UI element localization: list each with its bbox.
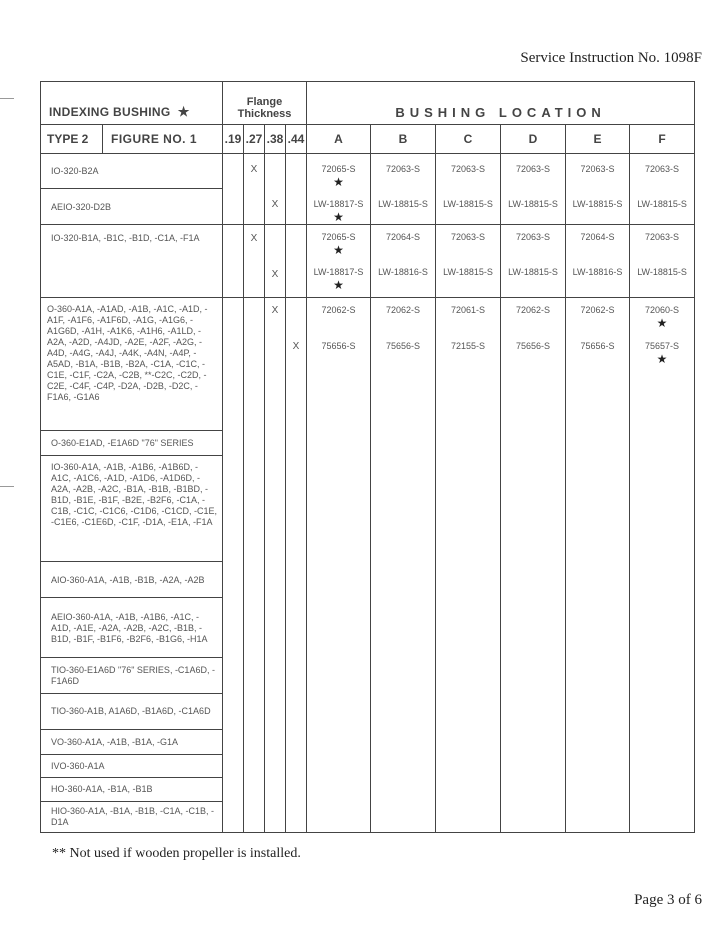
- part-number: LW-18815-S: [508, 267, 558, 278]
- margin-mark: [0, 98, 14, 99]
- thickness-header: .27: [244, 125, 265, 154]
- x-cell: [286, 225, 307, 297]
- part-number: LW-18815-S: [572, 199, 623, 210]
- part-cell: [436, 297, 501, 832]
- location-header: A: [307, 125, 371, 154]
- part-number: 72065-S: [321, 232, 356, 243]
- flange-thickness-header: Flange Thickness: [223, 82, 307, 125]
- x-mark: X: [271, 199, 279, 211]
- location-header: D: [501, 125, 566, 154]
- table-row: [41, 154, 695, 189]
- part-number: 72064-S: [580, 232, 615, 243]
- model-cell: TIO-360-A1B, A1A6D, -B1A6D, -C1A6D: [41, 693, 223, 729]
- x-cell: [265, 225, 286, 297]
- part-number: 72064-S: [386, 232, 421, 243]
- part-number: 72155-S: [451, 340, 486, 351]
- part-number: LW-18815-S: [637, 267, 687, 278]
- part-number: 72062-S: [516, 304, 551, 315]
- table-row: [41, 297, 695, 430]
- part-cell: [371, 154, 436, 225]
- part-number: 72063-S: [645, 232, 680, 243]
- x-cell: [244, 225, 265, 297]
- location-header: F: [630, 125, 695, 154]
- part-number: 72063-S: [516, 232, 551, 243]
- x-mark: X: [292, 340, 300, 352]
- part-cell: [630, 154, 695, 225]
- part-cell: [501, 225, 566, 297]
- part-number: 72062-S: [580, 304, 615, 315]
- part-cell: [566, 225, 630, 297]
- x-cell: [223, 297, 244, 832]
- part-number: 75656-S: [386, 340, 421, 351]
- model-cell: IO-320-B1A, -B1C, -B1D, -C1A, -F1A: [41, 225, 223, 297]
- part-number: LW-18816-S: [572, 267, 623, 278]
- x-cell: [223, 225, 244, 297]
- margin-mark: [0, 486, 14, 487]
- part-cell: [307, 225, 371, 297]
- star-icon: ★: [333, 278, 344, 293]
- part-number: 72063-S: [516, 164, 551, 175]
- part-number: LW-18817-S: [313, 199, 364, 210]
- model-cell: TIO-360-E1A6D "76" SERIES, -C1A6D, -F1A6D: [41, 658, 223, 693]
- part-number: LW-18815-S: [443, 199, 493, 210]
- part-number: LW-18815-S: [508, 199, 558, 210]
- model-cell: AIO-360-A1A, -A1B, -B1B, -A2A, -A2B: [41, 562, 223, 598]
- part-number: LW-18815-S: [378, 199, 428, 210]
- page-number: Page 3 of 6: [634, 892, 702, 908]
- part-number: LW-18816-S: [378, 267, 428, 278]
- part-number: 72061-S: [451, 304, 486, 315]
- x-mark: X: [271, 304, 279, 316]
- star-icon: ★: [177, 104, 190, 120]
- thickness-header: .19: [223, 125, 244, 154]
- x-mark: X: [250, 233, 258, 245]
- footnote: ** Not used if wooden propeller is installed.: [52, 846, 301, 861]
- x-mark: X: [271, 269, 279, 281]
- x-cell: [223, 154, 244, 225]
- x-mark: X: [250, 164, 258, 176]
- location-header: B: [371, 125, 436, 154]
- service-instruction-number: Service Instruction No. 1098F: [520, 50, 702, 66]
- part-number: 72063-S: [386, 164, 421, 175]
- model-cell: IO-360-A1A, -A1B, -A1B6, -A1B6D, -A1C, -A1C6, -A1D, -A1D6, -A1D6D, -A2A, -A2B, -A2C, -B1A, -B1B, -B1BD, -B1D, -B1E, -B1F, -B2E, -B2F6, -C1A, -C1B, -C1C, -C1C6, -C1D6, -C1CD, -C1E, -C1E6, -C1E6D, -C1F, -D1A, -E1A, -F1A: [41, 455, 223, 561]
- part-number: LW-18817-S: [313, 267, 364, 278]
- location-header: C: [436, 125, 501, 154]
- part-cell: [566, 154, 630, 225]
- star-icon: ★: [656, 315, 668, 330]
- part-number: 75657-S: [645, 340, 680, 351]
- star-icon: ★: [656, 351, 668, 366]
- type-label: TYPE 2: [41, 125, 103, 154]
- part-number: LW-18815-S: [443, 267, 493, 278]
- x-cell: [286, 154, 307, 225]
- model-cell: AEIO-360-A1A, -A1B, -A1B6, -A1C, -A1D, -A1E, -A2A, -A2B, -A2C, -B1B, -B1D, -B1F, -B1F6, -B2F6, -B1G6, -H1A: [41, 598, 223, 658]
- part-number: LW-18815-S: [637, 199, 687, 210]
- model-cell: O-360-A1A, -A1AD, -A1B, -A1C, -A1D, -A1F, -A1F6, -A1F6D, -A1G, -A1G6, -A1G6D, -A1H, -A1K6, -A1H6, -A1LD, -A2A, -A2D, -A4JD, -A2E, -A2F, -A2G, -A4D, -A4G, -A4J, -A4K, -A4N, -A4P, -A5AD, -B1A, -B1B, -B2A, -C1A, -C1C, -C1E, -C1F, -C2A, -C2B, **-C2C, -C2D, -C2E, -C4F, -C4P, -D2A, -D2B, -D2C, -F1A6, -G1A6: [41, 297, 223, 430]
- model-cell: HO-360-A1A, -B1A, -B1B: [41, 777, 223, 801]
- part-cell: [371, 225, 436, 297]
- part-number: 72062-S: [321, 304, 356, 315]
- part-cell: [566, 297, 630, 832]
- part-number: 75656-S: [580, 340, 615, 351]
- star-icon: ★: [333, 243, 344, 258]
- location-header: E: [566, 125, 630, 154]
- part-number: 75656-S: [321, 340, 356, 351]
- part-cell: [307, 154, 371, 225]
- x-cell: [265, 297, 286, 832]
- model-cell: AEIO-320-D2B: [41, 189, 223, 225]
- table-title: INDEXING BUSHING ★: [41, 82, 223, 125]
- part-number: 72060-S: [645, 304, 680, 315]
- star-icon: ★: [333, 175, 344, 190]
- thickness-header: .44: [286, 125, 307, 154]
- part-number: 72063-S: [580, 164, 615, 175]
- part-cell: [307, 297, 371, 832]
- part-number: 72062-S: [386, 304, 421, 315]
- x-cell: [244, 297, 265, 832]
- part-number: 72063-S: [451, 164, 486, 175]
- model-cell: HIO-360-A1A, -B1A, -B1B, -C1A, -C1B, -D1A: [41, 801, 223, 832]
- part-number: 72063-S: [451, 232, 486, 243]
- x-cell: [286, 297, 307, 832]
- part-number: 72063-S: [645, 164, 680, 175]
- part-cell: [436, 225, 501, 297]
- x-cell: [265, 154, 286, 225]
- thickness-header: .38: [265, 125, 286, 154]
- part-cell: [371, 297, 436, 832]
- figure-label: FIGURE NO. 1: [103, 125, 223, 154]
- model-cell: IVO-360-A1A: [41, 754, 223, 777]
- bushing-table: [40, 81, 695, 833]
- part-cell: [436, 154, 501, 225]
- x-cell: [244, 154, 265, 225]
- star-icon: ★: [333, 210, 344, 225]
- part-number: 75656-S: [516, 340, 551, 351]
- part-cell: [630, 225, 695, 297]
- model-cell: IO-320-B2A: [41, 154, 223, 189]
- model-cell: O-360-E1AD, -E1A6D "76" SERIES: [41, 430, 223, 455]
- part-cell: [630, 297, 695, 832]
- model-cell: VO-360-A1A, -A1B, -B1A, -G1A: [41, 729, 223, 754]
- part-cell: [501, 154, 566, 225]
- table-row: [41, 225, 695, 297]
- bushing-location-header: BUSHING LOCATION: [307, 82, 695, 125]
- part-number: 72065-S: [321, 164, 356, 175]
- part-cell: [501, 297, 566, 832]
